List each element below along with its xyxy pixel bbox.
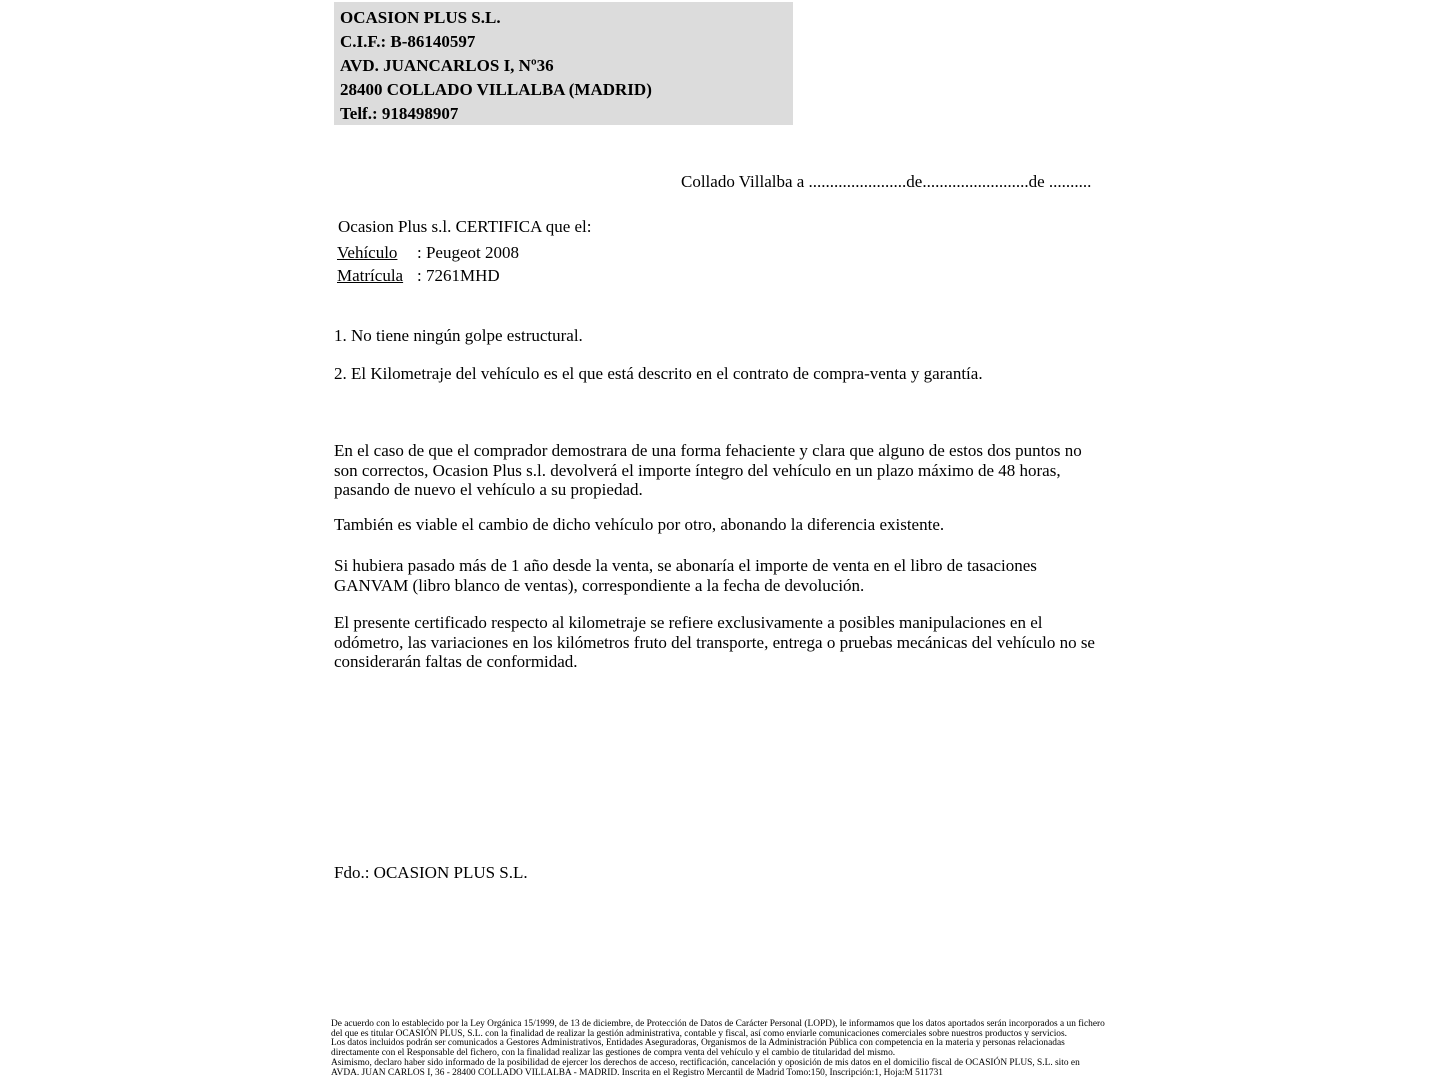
plate-label: Matrícula: [337, 266, 404, 285]
body-paragraph-4: El presente certificado respecto al kilometraje se refiere exclusivamente a posibles manipulaciones en el odómetro, las variaciones en los kilómetros fruto del transporte, entrega o pruebas mecánicas del vehículo no se considerarán faltas de conformidad.: [334, 613, 1095, 671]
vehicle-label: Vehículo: [337, 243, 398, 262]
plate-row: [337, 264, 500, 287]
plate-value: : 7261MHD: [417, 266, 500, 285]
company-name: OCASION PLUS S.L.: [340, 8, 501, 27]
legal-paragraph-2: Los datos incluidos podrán ser comunicados a Gestores Administrativos, Entidades Aseguradoras, Organismos de la Administración Pública con competencia en la materia y personas relacionadas directamente con el Responsable del fichero, con la finalidad realizar las gestiones de compra venta del vehículo y el cambio de titularidad del mismo.: [331, 1038, 1065, 1059]
legal-paragraph-1: De acuerdo con lo establecido por la Ley Orgánica 15/1999, de 13 de diciembre, de Protección de Datos de Carácter Personal (LOPD), le informamos que los datos aportados serán incorporados a un fichero del que es titular OCASIÓN PLUS, S.L. con la finalidad de realizar la gestión administrativa, contable y fiscal, así como enviarle comunicaciones comerciales sobre nuestros productos y servicios.: [331, 1019, 1105, 1039]
body-paragraph-3: Si hubiera pasado más de 1 año desde la venta, se abonaría el importe de venta en el libro de tasaciones GANVAM (libro blanco de ventas), correspondiente a la fecha de devolución.: [334, 556, 1037, 595]
legal-paragraph-3: Asimismo, declaro haber sido informado de la posibilidad de ejercer los derechos de acceso, rectificación, cancelación y oposición de mis datos en el domicilio fiscal de OCASIÓN PLUS, S.L. sito en AVDA. JUAN CARLOS I, 36 - 28400 COLLADO VILLALBA - MADRID. Inscrita en el Registro Mercantil de Madrid Tomo:150, Inscripción:1, Hoja:M 511731: [331, 1057, 1080, 1078]
date-line: Collado Villalba a .......................de.........................de ..........: [681, 172, 1092, 191]
company-cif: C.I.F.: B-86140597: [340, 32, 476, 51]
legal-footer: [331, 1020, 1106, 1078]
body-paragraph-1: En el caso de que el comprador demostrara de una forma fehaciente y clara que alguno de estos dos puntos no son correctos, Ocasion Plus s.l. devolverá el importe íntegro del vehículo en un plazo máximo de 48 horas, pasando de nuevo el vehículo a su propiedad.: [334, 441, 1082, 499]
certificate-point-2: 2. El Kilometraje del vehículo es el que está descrito en el contrato de compra-venta y garantía.: [334, 364, 983, 383]
vehicle-value: : Peugeot 2008: [417, 243, 519, 262]
certificate-point-1: 1. No tiene ningún golpe estructural.: [334, 326, 583, 345]
company-header: [334, 2, 793, 125]
company-phone: Telf.: 918498907: [340, 104, 459, 123]
signature-line: Fdo.: OCASION PLUS S.L.: [334, 863, 528, 882]
vehicle-row: [337, 241, 519, 264]
body-paragraph-2: También es viable el cambio de dicho vehículo por otro, abonando la diferencia existente.: [334, 515, 945, 534]
certify-line: Ocasion Plus s.l. CERTIFICA que el:: [338, 217, 592, 236]
company-address: AVD. JUANCARLOS I, Nº36: [340, 56, 554, 75]
company-city: 28400 COLLADO VILLALBA (MADRID): [340, 80, 652, 99]
